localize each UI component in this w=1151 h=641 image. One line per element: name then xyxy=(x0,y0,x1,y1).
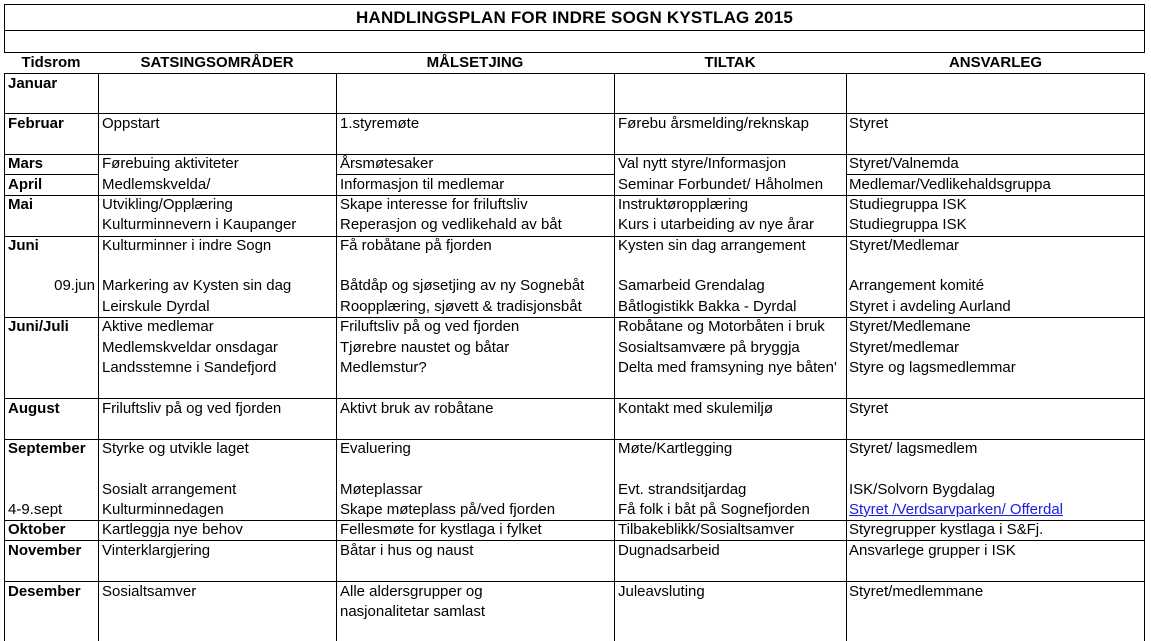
cell-malsetjing: Alle aldersgrupper og xyxy=(340,583,483,600)
page-title: HANDLINGSPLAN FOR INDRE SOGN KYSTLAG 2015 xyxy=(355,8,794,27)
cell-satsing: Kulturminner i indre Sogn xyxy=(102,237,272,254)
grid-line xyxy=(614,73,615,641)
cell-satsing: Kulturminnedagen xyxy=(102,501,224,518)
cell-ansvarleg: Arrangement komité xyxy=(849,277,985,294)
grid-line xyxy=(846,73,847,641)
month-mai: Mai xyxy=(8,196,34,213)
cell-malsetjing: Møteplassar xyxy=(340,481,423,498)
cell-malsetjing: Skape interesse for friluftsliv xyxy=(340,196,528,213)
header-tidsrom: Tidsrom xyxy=(21,54,81,71)
cell-ansvarleg: Ansvarlege grupper i ISK xyxy=(849,542,1016,559)
cell-ansvarleg: Styret/medlemmane xyxy=(849,583,984,600)
title-row xyxy=(4,4,1145,31)
cell-tiltak: Robåtane og Motorbåten i bruk xyxy=(618,318,825,335)
cell-satsing: Utvikling/Opplæring xyxy=(102,196,233,213)
cell-satsing: Landsstemne i Sandefjord xyxy=(102,359,277,376)
cell-tiltak: Instruktøropplæring xyxy=(618,196,749,213)
cell-satsing: Oppstart xyxy=(102,115,160,132)
cell-malsetjing: Friluftsliv på og ved fjorden xyxy=(340,318,520,335)
month-oktober: Oktober xyxy=(8,521,66,538)
header-ansvarleg: ANSVARLEG xyxy=(948,54,1043,71)
cell-tiltak: Kurs i utarbeiding av nye årar xyxy=(618,216,814,233)
cell-ansvarleg: Styret xyxy=(849,115,889,132)
cell-tiltak: Tilbakeblikk/Sosialtsamver xyxy=(618,521,795,538)
month-februar: Februar xyxy=(8,115,64,132)
cell-tiltak: Val nytt styre/Informasjon xyxy=(618,155,787,172)
cell-malsetjing: Informasjon til medlemar xyxy=(340,176,505,193)
cell-tiltak: Evt. strandsitjardag xyxy=(618,481,747,498)
cell-tiltak: Samarbeid Grendalag xyxy=(618,277,765,294)
cell-ansvarleg: Styre og lagsmedlemmar xyxy=(849,359,1016,376)
cell-malsetjing: Tjørebre naustet og båtar xyxy=(340,339,510,356)
cell-satsing: Kulturminnevern i Kaupanger xyxy=(102,216,297,233)
cell-tiltak: Møte/Kartlegging xyxy=(618,440,733,457)
cell-ansvarleg: Medlemar/Vedlikehaldsgruppa xyxy=(849,176,1051,193)
ansvarleg-link[interactable]: Styret /Verdsarvparken/ Offerdal xyxy=(849,501,1063,518)
cell-tiltak: Seminar Forbundet/ Håholmen xyxy=(618,176,824,193)
month-januar: Januar xyxy=(8,75,58,92)
cell-tiltak: Sosialtsamvære på bryggja xyxy=(618,339,800,356)
cell-malsetjing: Reperasjon og vedlikehald av båt xyxy=(340,216,562,233)
cell-ansvarleg: Styret/medlemar xyxy=(849,339,960,356)
cell-ansvarleg: Studiegruppa ISK xyxy=(849,216,967,233)
header-malsetjing: MÅLSETJING xyxy=(426,54,524,71)
cell-tiltak: Dugnadsarbeid xyxy=(618,542,720,559)
grid-line xyxy=(4,73,1145,74)
grid-line xyxy=(98,73,99,641)
month-mars: Mars xyxy=(8,155,44,172)
header-tiltak: TILTAK xyxy=(704,54,756,71)
cell-satsing: Leirskule Dyrdal xyxy=(102,298,210,315)
cell-tiltak: Delta med framsyning nye båten' xyxy=(618,359,837,376)
cell-satsing: Friluftsliv på og ved fjorden xyxy=(102,400,282,417)
cell-ansvarleg: Styret xyxy=(849,400,889,417)
cell-malsetjing: Roopplæring, sjøvett & tradisjonsbåt xyxy=(340,298,582,315)
cell-malsetjing: Årsmøtesaker xyxy=(340,155,434,172)
spacer-row xyxy=(4,31,1145,53)
cell-satsing: Markering av Kysten sin dag xyxy=(102,277,292,294)
cell-ansvarleg: Styregrupper kystlaga i S&Fj. xyxy=(849,521,1044,538)
cell-satsing: Førebuing aktiviteter xyxy=(102,155,239,172)
cell-satsing: Vinterklargjering xyxy=(102,542,211,559)
cell-tiltak: Juleavsluting xyxy=(618,583,705,600)
cell-tiltak: Få folk i båt på Sognefjorden xyxy=(618,501,810,518)
cell-satsing: Sosialt arrangement xyxy=(102,481,237,498)
cell-tiltak: Kontakt med skulemiljø xyxy=(618,400,774,417)
cell-satsing: Sosialtsamver xyxy=(102,583,197,600)
month-juni: Juni xyxy=(8,237,39,254)
cell-tiltak: Båtlogistikk Bakka - Dyrdal xyxy=(618,298,797,315)
cell-satsing: Medlemskveldar onsdagar xyxy=(102,339,278,356)
cell-malsetjing: Båtdåp og sjøsetjing av ny Sognebåt xyxy=(340,277,585,294)
cell-ansvarleg: Styret i avdeling Aurland xyxy=(849,298,1011,315)
cell-malsetjing: 1.styremøte xyxy=(340,115,420,132)
cell-malsetjing: Få robåtane på fjorden xyxy=(340,237,492,254)
cell-ansvarleg: Styret/Medlemane xyxy=(849,318,971,335)
month-november: November xyxy=(8,542,82,559)
cell-malsetjing: Skape møteplass på/ved fjorden xyxy=(340,501,556,518)
date-label: 4-9.sept xyxy=(8,501,63,518)
cell-ansvarleg: Styret/Valnemda xyxy=(849,155,959,172)
cell-satsing: Kartleggja nye behov xyxy=(102,521,243,538)
cell-ansvarleg: ISK/Solvorn Bygdalag xyxy=(849,481,995,498)
month-desember: Desember xyxy=(8,583,81,600)
date-label: 09.jun xyxy=(54,277,95,294)
month-april: April xyxy=(8,176,43,193)
month-september: September xyxy=(8,440,86,457)
cell-ansvarleg: Styret/Medlemar xyxy=(849,237,960,254)
month-august: August xyxy=(8,400,60,417)
grid-line xyxy=(4,113,1145,114)
grid-line xyxy=(336,73,337,641)
cell-malsetjing: Fellesmøte for kystlaga i fylket xyxy=(340,521,542,538)
cell-satsing: Medlemskvelda/ xyxy=(102,176,211,193)
cell-satsing: Styrke og utvikle laget xyxy=(102,440,249,457)
cell-malsetjing: Aktivt bruk av robåtane xyxy=(340,400,494,417)
header-satsing: SATSINGSOMRÅDER xyxy=(140,54,294,71)
cell-malsetjing: Evaluering xyxy=(340,440,411,457)
cell-malsetjing: Medlemstur? xyxy=(340,359,427,376)
cell-ansvarleg: Styret/ lagsmedlem xyxy=(849,440,978,457)
cell-malsetjing: nasjonalitetar samlast xyxy=(340,603,486,620)
month-junijuli: Juni/Juli xyxy=(8,318,69,335)
cell-tiltak: Førebu årsmelding/reknskap xyxy=(618,115,809,132)
cell-malsetjing: Båtar i hus og naust xyxy=(340,542,474,559)
cell-ansvarleg: Studiegruppa ISK xyxy=(849,196,967,213)
cell-satsing: Aktive medlemar xyxy=(102,318,214,335)
cell-tiltak: Kysten sin dag arrangement xyxy=(618,237,806,254)
